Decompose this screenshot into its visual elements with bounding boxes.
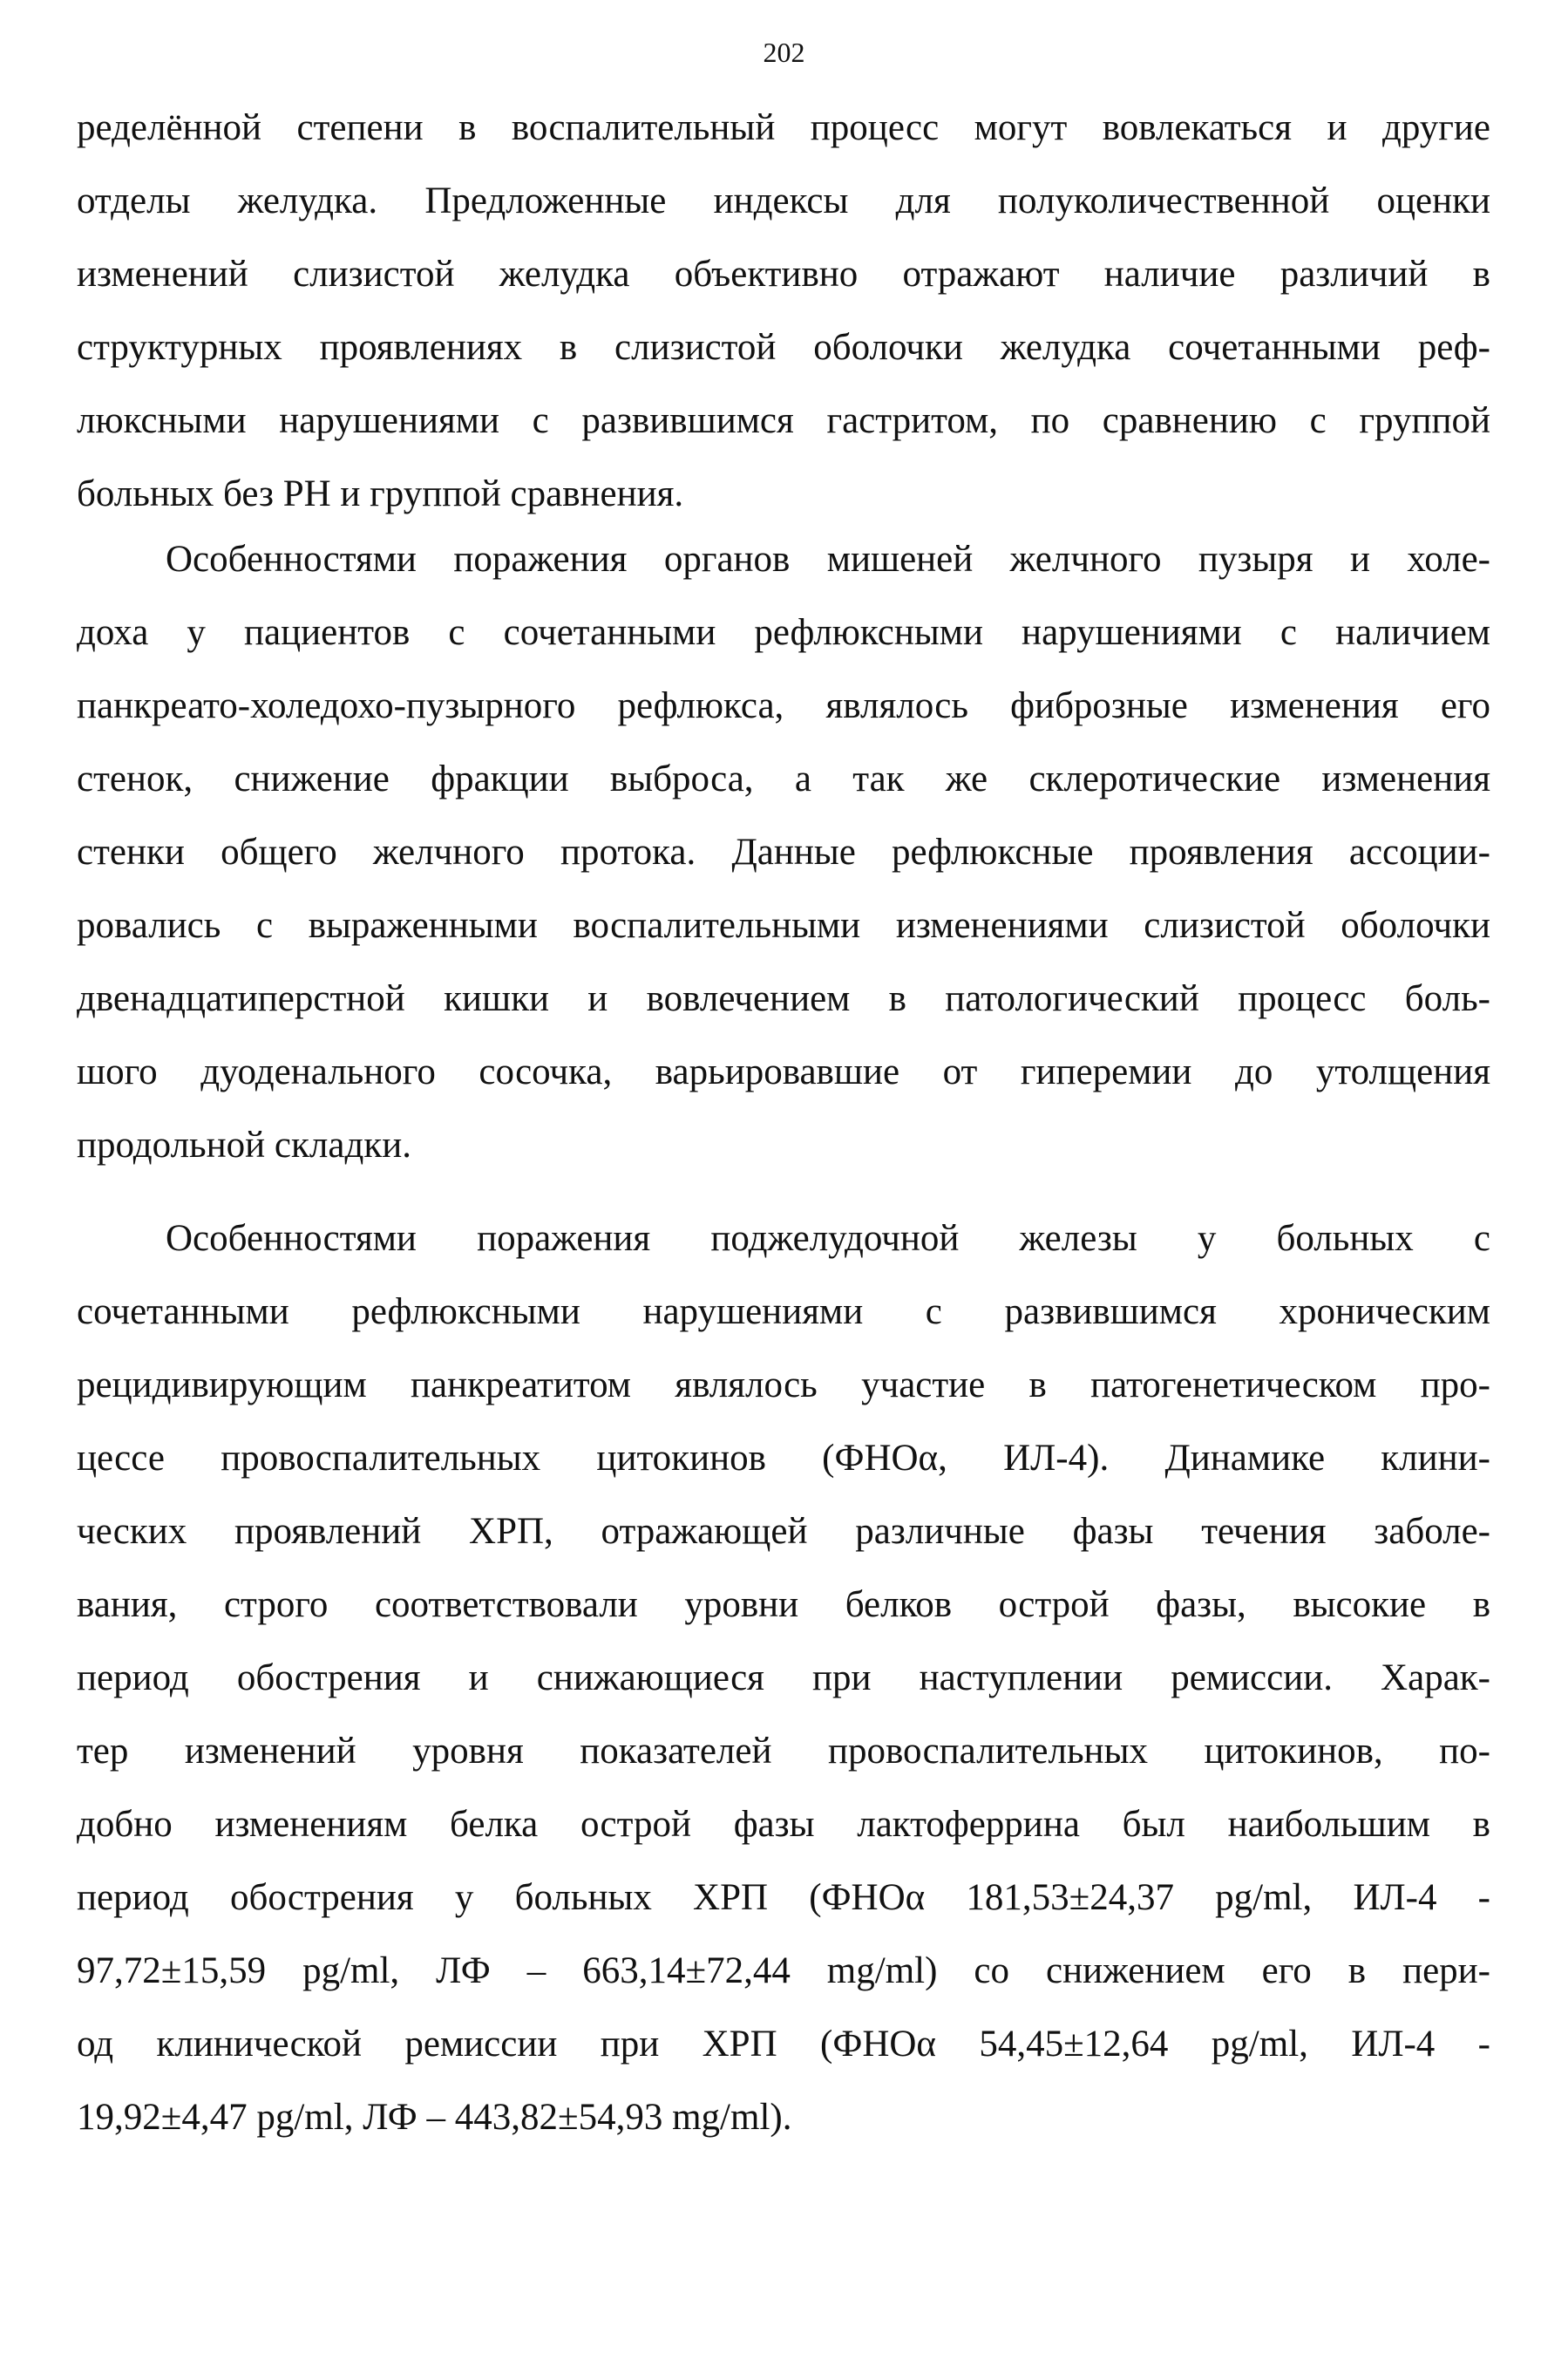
text-line: Особенностями поражения поджелудочной железы у больных с (166, 1218, 1490, 1259)
text-line: панкреато-холедохо-пузырного рефлюкса, являлось фиброзные изменения его (77, 685, 1490, 726)
text-line: 97,72±15,59 pg/ml, ЛФ – 663,14±72,44 mg/ml) со снижением его в пери- (77, 1950, 1490, 1991)
text-line: ределённой степени в воспалительный процесс могут вовлекаться и другие (77, 107, 1490, 148)
text-line: вания, строго соответствовали уровни белков острой фазы, высокие в (77, 1584, 1490, 1625)
text-line: изменений слизистой желудка объективно отражают наличие различий в (77, 254, 1490, 295)
text-line: цессе провоспалительных цитокинов (ФНОα, ИЛ-4). Динамике клини- (77, 1438, 1490, 1479)
text-line: тер изменений уровня показателей провоспалительных цитокинов, по- (77, 1731, 1490, 1772)
text-line: ровались с выраженными воспалительными изменениями слизистой оболочки (77, 905, 1490, 946)
text-line: ческих проявлений ХРП, отражающей различные фазы течения заболе- (77, 1511, 1490, 1552)
text-line: сочетанными рефлюксными нарушениями с развившимся хроническим (77, 1291, 1490, 1332)
text-line: рецидивирующим панкреатитом являлось участие в патогенетическом про- (77, 1364, 1490, 1405)
text-line: шого дуоденального сосочка, варьировавшие от гиперемии до утолщения (77, 1051, 1490, 1092)
text-line: структурных проявлениях в слизистой оболочки желудка сочетанными реф- (77, 327, 1490, 368)
text-line: од клинической ремиссии при ХРП (ФНОα 54,45±12,64 pg/ml, ИЛ-4 - (77, 2024, 1490, 2065)
paragraph-3 (77, 1202, 1490, 2154)
text-line: продольной складки. (77, 1125, 411, 1166)
text-line: стенок, снижение фракции выброса, а так же склеротические изменения (77, 759, 1490, 799)
text-line: период обострения и снижающиеся при наступлении ремиссии. Харак- (77, 1657, 1490, 1698)
text-line: период обострения у больных ХРП (ФНОα 181,53±24,37 pg/ml, ИЛ-4 - (77, 1877, 1490, 1918)
text-line: доха у пациентов с сочетанными рефлюксными нарушениями с наличием (77, 612, 1490, 653)
text-line: отделы желудка. Предложенные индексы для полуколичественной оценки (77, 180, 1490, 221)
page-number: 202 (763, 37, 805, 68)
paragraph-1 (77, 92, 1490, 531)
text-line: люксными нарушениями с развившимся гастритом, по сравнению с группой (77, 400, 1490, 441)
text-line: стенки общего желчного протока. Данные рефлюксные проявления ассоции- (77, 832, 1490, 873)
text-line: двенадцатиперстной кишки и вовлечением в патологический процесс боль- (77, 978, 1490, 1019)
text-line: 19,92±4,47 pg/ml, ЛФ – 443,82±54,93 mg/ml). (77, 2097, 792, 2138)
text-line: больных без РН и группой сравнения. (77, 473, 684, 514)
text-line: добно изменениям белка острой фазы лактоферрина был наибольшим в (77, 1804, 1490, 1845)
text-line: Особенностями поражения органов мишеней желчного пузыря и холе- (166, 539, 1490, 580)
paragraph-2 (77, 523, 1490, 1182)
